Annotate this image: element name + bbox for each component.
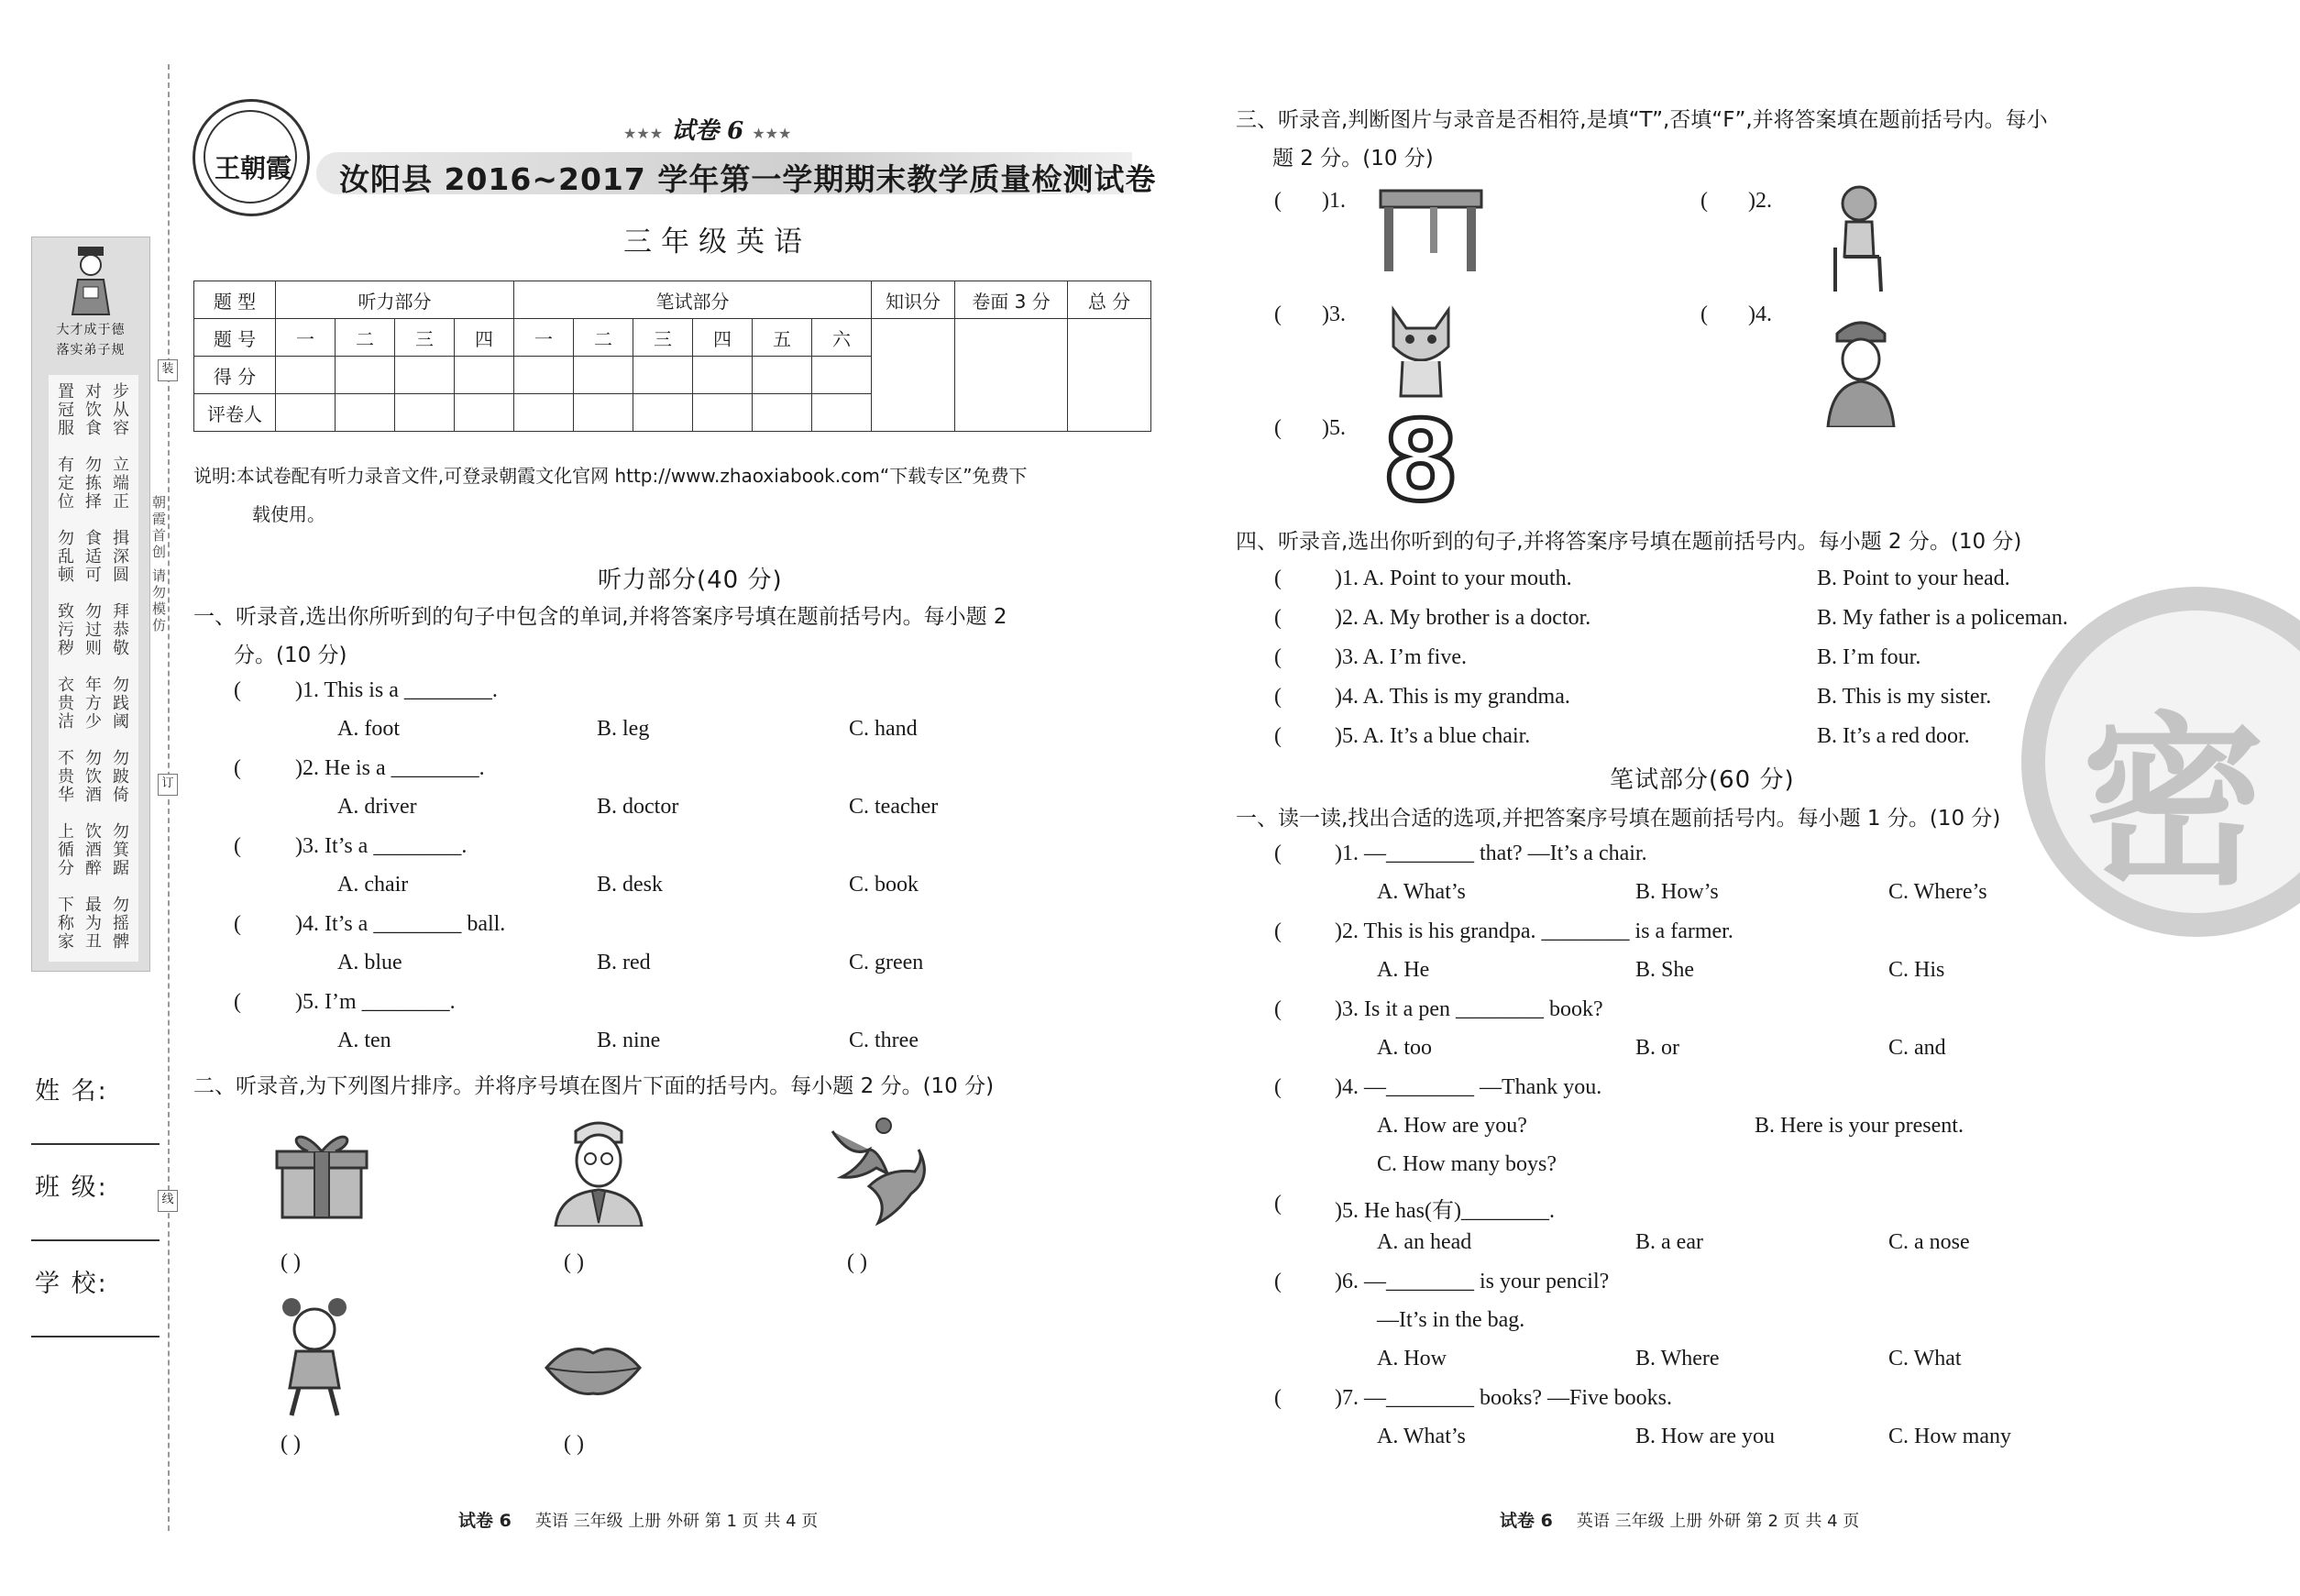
motto-column: 衣贵洁 bbox=[55, 676, 74, 731]
answer-paren[interactable]: ( bbox=[1274, 1270, 1282, 1293]
vertical-strip-no-copy: 请勿模仿 bbox=[150, 568, 167, 634]
answer-option: B. How are you bbox=[1635, 1425, 1775, 1448]
star-decoration-icon: ★★★ bbox=[752, 125, 792, 142]
table-cell[interactable] bbox=[693, 357, 753, 394]
question-stem: )2. This is his grandpa. ________ is a farmer. bbox=[1335, 919, 1733, 943]
answer-option: A. foot bbox=[337, 717, 400, 741]
answer-paren[interactable]: ( bbox=[1274, 685, 1282, 709]
table-cell[interactable] bbox=[514, 394, 574, 432]
motto-column: 上循分 bbox=[55, 822, 74, 877]
answer-blank-girl[interactable]: ( ) bbox=[281, 1432, 301, 1456]
table-cell[interactable] bbox=[455, 357, 514, 394]
question-stem: )5. I’m ________. bbox=[295, 990, 456, 1014]
answer-blank-gift[interactable]: ( ) bbox=[281, 1250, 301, 1274]
answer-option: B. desk bbox=[597, 873, 663, 897]
motto-column: 勿饮酒 bbox=[83, 749, 102, 804]
answer-option: C. teacher bbox=[849, 795, 939, 819]
secret-seal-watermark bbox=[2021, 587, 2300, 937]
table-cell[interactable] bbox=[955, 319, 1068, 432]
question-stem: )4. —________ —Thank you. bbox=[1335, 1075, 1602, 1099]
answer-option: A. too bbox=[1377, 1036, 1432, 1060]
motto-column: 勿过则 bbox=[83, 602, 102, 657]
logo-text: 王朝霞 bbox=[214, 153, 292, 183]
answer-option: A. How are you? bbox=[1377, 1114, 1527, 1138]
question-stem: )7. —________ books? —Five books. bbox=[1335, 1386, 1672, 1410]
answer-paren[interactable]: ( bbox=[234, 678, 241, 702]
question-stem: )5. A. It’s a blue chair. bbox=[1335, 724, 1531, 748]
answer-paren[interactable]: ( bbox=[1274, 645, 1282, 669]
answer-option: C. three bbox=[849, 1029, 919, 1052]
answer-option: B. It’s a red door. bbox=[1817, 724, 1970, 748]
table-cell[interactable] bbox=[336, 394, 395, 432]
table-cell[interactable] bbox=[812, 394, 872, 432]
question-stem: )4. It’s a ________ ball. bbox=[295, 912, 506, 936]
motto-column: 食适可 bbox=[83, 529, 102, 584]
desk-picture-icon bbox=[1375, 183, 1494, 275]
motto-column: 立端正 bbox=[110, 456, 129, 511]
table-row-label: 评卷人 bbox=[194, 394, 276, 432]
motto-column: 不贵华 bbox=[55, 749, 74, 804]
table-cell[interactable] bbox=[395, 357, 455, 394]
answer-blank-doctor[interactable]: ( ) bbox=[564, 1250, 584, 1274]
name-label: 姓 名: bbox=[35, 1077, 108, 1106]
table-cell: 二 bbox=[574, 319, 633, 357]
table-cell: 五 bbox=[753, 319, 812, 357]
subject-title: 三年级英语 bbox=[623, 226, 811, 259]
class-label: 班 级: bbox=[35, 1173, 108, 1202]
table-cell: 四 bbox=[455, 319, 514, 357]
answer-option: C. green bbox=[849, 951, 924, 974]
table-header: 笔试部分 bbox=[514, 281, 872, 319]
answer-option: A. chair bbox=[337, 873, 409, 897]
brand-logo bbox=[193, 99, 310, 216]
answer-option: A. What’s bbox=[1377, 1425, 1466, 1448]
motto-column: 置冠服 bbox=[55, 382, 74, 437]
answer-paren[interactable]: ( bbox=[1274, 919, 1282, 943]
motto-column: 致污秽 bbox=[55, 602, 74, 657]
motto-column: 勿摇髀 bbox=[110, 896, 129, 951]
table-header: 题 型 bbox=[194, 281, 276, 319]
lips-picture-icon bbox=[543, 1340, 644, 1397]
motto-column: 饮酒醉 bbox=[83, 822, 102, 877]
answer-option: A. ten bbox=[337, 1029, 391, 1052]
answer-option: A. He bbox=[1377, 958, 1430, 982]
answer-blank-lips[interactable]: ( ) bbox=[564, 1432, 584, 1456]
question-stem: )1. This is a ________. bbox=[295, 678, 498, 702]
table-cell[interactable] bbox=[812, 357, 872, 394]
school-line[interactable] bbox=[31, 1336, 160, 1337]
binding-dash-line bbox=[168, 64, 170, 1531]
answer-option: A. an head bbox=[1377, 1230, 1472, 1254]
question-stem: )3. It’s a ________. bbox=[295, 834, 468, 858]
class-line[interactable] bbox=[31, 1239, 160, 1241]
answer-option: B. My father is a policeman. bbox=[1817, 606, 2068, 630]
table-cell[interactable] bbox=[574, 357, 633, 394]
answer-option: C. His bbox=[1888, 958, 1945, 982]
motto-column: 对饮食 bbox=[83, 382, 102, 437]
answer-paren[interactable]: ( bbox=[1274, 1386, 1282, 1410]
answer-paren[interactable]: ( bbox=[1274, 606, 1282, 630]
answer-option: B. red bbox=[597, 951, 651, 974]
table-cell: 六 bbox=[812, 319, 872, 357]
motto-columns bbox=[49, 375, 138, 962]
part2-instruction: 二、听录音,为下列图片排序。并将序号填在图片下面的括号内。每小题 2 分。(10 分) bbox=[193, 1074, 995, 1098]
table-header: 总 分 bbox=[1068, 281, 1151, 319]
part1-instruction: 一、听录音,选出你所听到的句子中包含的单词,并将答案序号填在题前括号内。每小题 2 bbox=[193, 605, 1007, 629]
table-row-label: 题 号 bbox=[194, 319, 276, 357]
table-cell[interactable] bbox=[633, 394, 693, 432]
seal-character: 密 bbox=[2081, 697, 2265, 910]
table-header: 听力部分 bbox=[276, 281, 514, 319]
table-cell[interactable] bbox=[276, 394, 336, 432]
answer-paren[interactable]: ( bbox=[1274, 1192, 1282, 1216]
motto-column: 有定位 bbox=[55, 456, 74, 511]
table-cell[interactable] bbox=[514, 357, 574, 394]
name-line[interactable] bbox=[31, 1143, 160, 1145]
question-stem: )2. A. My brother is a doctor. bbox=[1335, 606, 1591, 630]
main-title: 汝阳县 2016~2017 学年第一学期期末教学质量检测试卷 bbox=[339, 161, 1157, 197]
birds-picture-icon bbox=[823, 1113, 937, 1230]
answer-option: B. leg bbox=[597, 717, 650, 741]
answer-paren[interactable]: ( bbox=[234, 756, 241, 780]
answer-option: C. a nose bbox=[1888, 1230, 1970, 1254]
motto-column: 勿箕踞 bbox=[110, 822, 129, 877]
part3-item: ( )2. bbox=[1700, 189, 1772, 213]
answer-option: B. How’s bbox=[1635, 880, 1719, 904]
part1-instruction-cont: 分。(10 分) bbox=[234, 644, 347, 667]
part3-item: ( )1. bbox=[1274, 189, 1346, 213]
answer-option: C. How many boys? bbox=[1377, 1152, 1557, 1176]
table-cell[interactable] bbox=[395, 394, 455, 432]
answer-option: B. doctor bbox=[597, 795, 679, 819]
motto-column: 步从容 bbox=[110, 382, 129, 437]
table-cell: 一 bbox=[276, 319, 336, 357]
question-stem-extra: —It’s in the bag. bbox=[1377, 1308, 1525, 1332]
answer-paren[interactable]: ( bbox=[1274, 997, 1282, 1021]
girl-picture-icon bbox=[273, 1296, 356, 1419]
table-header: 知识分 bbox=[872, 281, 955, 319]
part3-item: ( )3. bbox=[1274, 303, 1346, 326]
question-stem: )3. A. I’m five. bbox=[1335, 645, 1467, 669]
table-cell[interactable] bbox=[753, 357, 812, 394]
answer-option: A. What’s bbox=[1377, 880, 1466, 904]
part3-instruction: 三、听录音,判断图片与录音是否相符,是填“T”,否填“F”,并将答案填在题前括号内。每小 bbox=[1236, 108, 2048, 132]
motto-column: 勿践阈 bbox=[110, 676, 129, 731]
motto-column: 拜恭敬 bbox=[110, 602, 129, 657]
answer-paren[interactable]: ( bbox=[1274, 842, 1282, 865]
motto-column: 年方少 bbox=[83, 676, 102, 731]
digit-eight: 8 bbox=[1382, 399, 1459, 526]
table-cell[interactable] bbox=[753, 394, 812, 432]
school-label: 学 校: bbox=[35, 1270, 108, 1298]
motto-panel bbox=[31, 237, 150, 972]
question-stem: )1. A. Point to your mouth. bbox=[1335, 567, 1572, 590]
motto-column: 揖深圆 bbox=[110, 529, 129, 584]
download-note: 说明:本试卷配有听力录音文件,可登录朝霞文化官网 http://www.zhaoxiabook.com“下载专区”免费下 bbox=[193, 465, 1028, 487]
table-cell: 三 bbox=[395, 319, 455, 357]
seal-tag: 线 bbox=[158, 1190, 178, 1212]
answer-paren[interactable]: ( bbox=[234, 912, 241, 936]
score-table bbox=[193, 281, 1151, 432]
table-cell: 二 bbox=[336, 319, 395, 357]
question-stem: )2. He is a ________. bbox=[295, 756, 485, 780]
answer-paren[interactable]: ( bbox=[1274, 567, 1282, 590]
answer-option: B. Where bbox=[1635, 1347, 1720, 1370]
part3-item: ( )4. bbox=[1700, 303, 1772, 326]
table-cell: 三 bbox=[633, 319, 693, 357]
part3-instruction-cont: 题 2 分。(10 分) bbox=[1272, 147, 1434, 171]
question-stem: )3. Is it a pen ________ book? bbox=[1335, 997, 1603, 1021]
answer-option: B. or bbox=[1635, 1036, 1679, 1060]
table-row-label: 得 分 bbox=[194, 357, 276, 394]
answer-option: A. driver bbox=[337, 795, 417, 819]
answer-paren[interactable]: ( bbox=[234, 990, 241, 1014]
answer-option: C. hand bbox=[849, 717, 918, 741]
answer-option: B. This is my sister. bbox=[1817, 685, 1992, 709]
table-cell[interactable] bbox=[693, 394, 753, 432]
star-decoration-icon: ★★★ bbox=[623, 125, 664, 142]
answer-option: A. blue bbox=[337, 951, 402, 974]
motto-column: 勿拣择 bbox=[83, 456, 102, 511]
table-header: 卷面 3 分 bbox=[955, 281, 1068, 319]
answer-option: A. How bbox=[1377, 1347, 1447, 1370]
footer-left: 试卷 6 英语 三年级 上册 外研 第 1 页 共 4 页 bbox=[458, 1511, 819, 1531]
motto-top-2: 落实弟子规 bbox=[56, 343, 126, 358]
answer-option: B. nine bbox=[597, 1029, 661, 1052]
table-cell: 四 bbox=[693, 319, 753, 357]
table-cell[interactable] bbox=[872, 319, 955, 432]
answer-option: B. Point to your head. bbox=[1817, 567, 2010, 590]
paper-number: ★★★ 试卷 6 ★★★ bbox=[623, 117, 792, 145]
download-note-cont: 载使用。 bbox=[252, 503, 325, 525]
table-cell[interactable] bbox=[455, 394, 514, 432]
table-cell[interactable] bbox=[1068, 319, 1151, 432]
vertical-strip-original: 朝霞首创 bbox=[150, 495, 167, 561]
answer-option: B. Here is your present. bbox=[1755, 1114, 1964, 1138]
question-stem: )4. A. This is my grandma. bbox=[1335, 685, 1570, 709]
table-cell: 一 bbox=[514, 319, 574, 357]
motto-top-1: 大才成于德 bbox=[56, 323, 126, 337]
motto-column: 最为丑 bbox=[83, 896, 102, 951]
girl-sitting-picture-icon bbox=[1826, 183, 1890, 293]
answer-option: B. She bbox=[1635, 958, 1695, 982]
motto-column: 勿跛倚 bbox=[110, 749, 129, 804]
footer-right: 试卷 6 英语 三年级 上册 外研 第 2 页 共 4 页 bbox=[1500, 1511, 1860, 1531]
answer-blank-birds[interactable]: ( ) bbox=[847, 1250, 867, 1274]
answer-paren[interactable]: ( bbox=[1274, 1075, 1282, 1099]
seal-tag: 装 bbox=[158, 359, 178, 381]
policeman-picture-icon bbox=[1824, 312, 1898, 427]
motto-column: 勿乱顿 bbox=[55, 529, 74, 584]
answer-option: C. What bbox=[1888, 1347, 1962, 1370]
table-cell[interactable] bbox=[276, 357, 336, 394]
answer-option: B. a ear bbox=[1635, 1230, 1703, 1254]
table-cell[interactable] bbox=[633, 357, 693, 394]
table-cell[interactable] bbox=[336, 357, 395, 394]
listening-heading: 听力部分(40 分) bbox=[598, 567, 783, 594]
question-stem: )1. —________ that? —It’s a chair. bbox=[1335, 842, 1647, 865]
motto-column: 下称家 bbox=[55, 896, 74, 951]
written-part1-instruction: 一、读一读,找出合适的选项,并把答案序号填在题前括号内。每小题 1 分。(10 分) bbox=[1236, 807, 2001, 831]
answer-paren[interactable]: ( bbox=[234, 834, 241, 858]
part4-instruction: 四、听录音,选出你听到的句子,并将答案序号填在题前括号内。每小题 2 分。(10 分) bbox=[1236, 530, 2022, 554]
answer-option: C. How many bbox=[1888, 1425, 2011, 1448]
answer-option: C. Where’s bbox=[1888, 880, 1987, 904]
question-stem: )5. He has(有)________. bbox=[1335, 1199, 1555, 1223]
doctor-picture-icon bbox=[548, 1113, 649, 1227]
answer-paren[interactable]: ( bbox=[1274, 724, 1282, 748]
scholar-figure-icon bbox=[63, 243, 118, 316]
gift-box-icon bbox=[271, 1124, 372, 1225]
written-heading: 笔试部分(60 分) bbox=[1610, 766, 1795, 794]
cat-picture-icon bbox=[1384, 301, 1458, 402]
answer-option: C. book bbox=[849, 873, 919, 897]
answer-option: C. and bbox=[1888, 1036, 1946, 1060]
table-cell[interactable] bbox=[574, 394, 633, 432]
seal-tag: 订 bbox=[158, 774, 178, 796]
part3-item: ( )5. bbox=[1274, 416, 1346, 440]
question-stem: )6. —________ is your pencil? bbox=[1335, 1270, 1610, 1293]
answer-option: B. I’m four. bbox=[1817, 645, 1921, 669]
